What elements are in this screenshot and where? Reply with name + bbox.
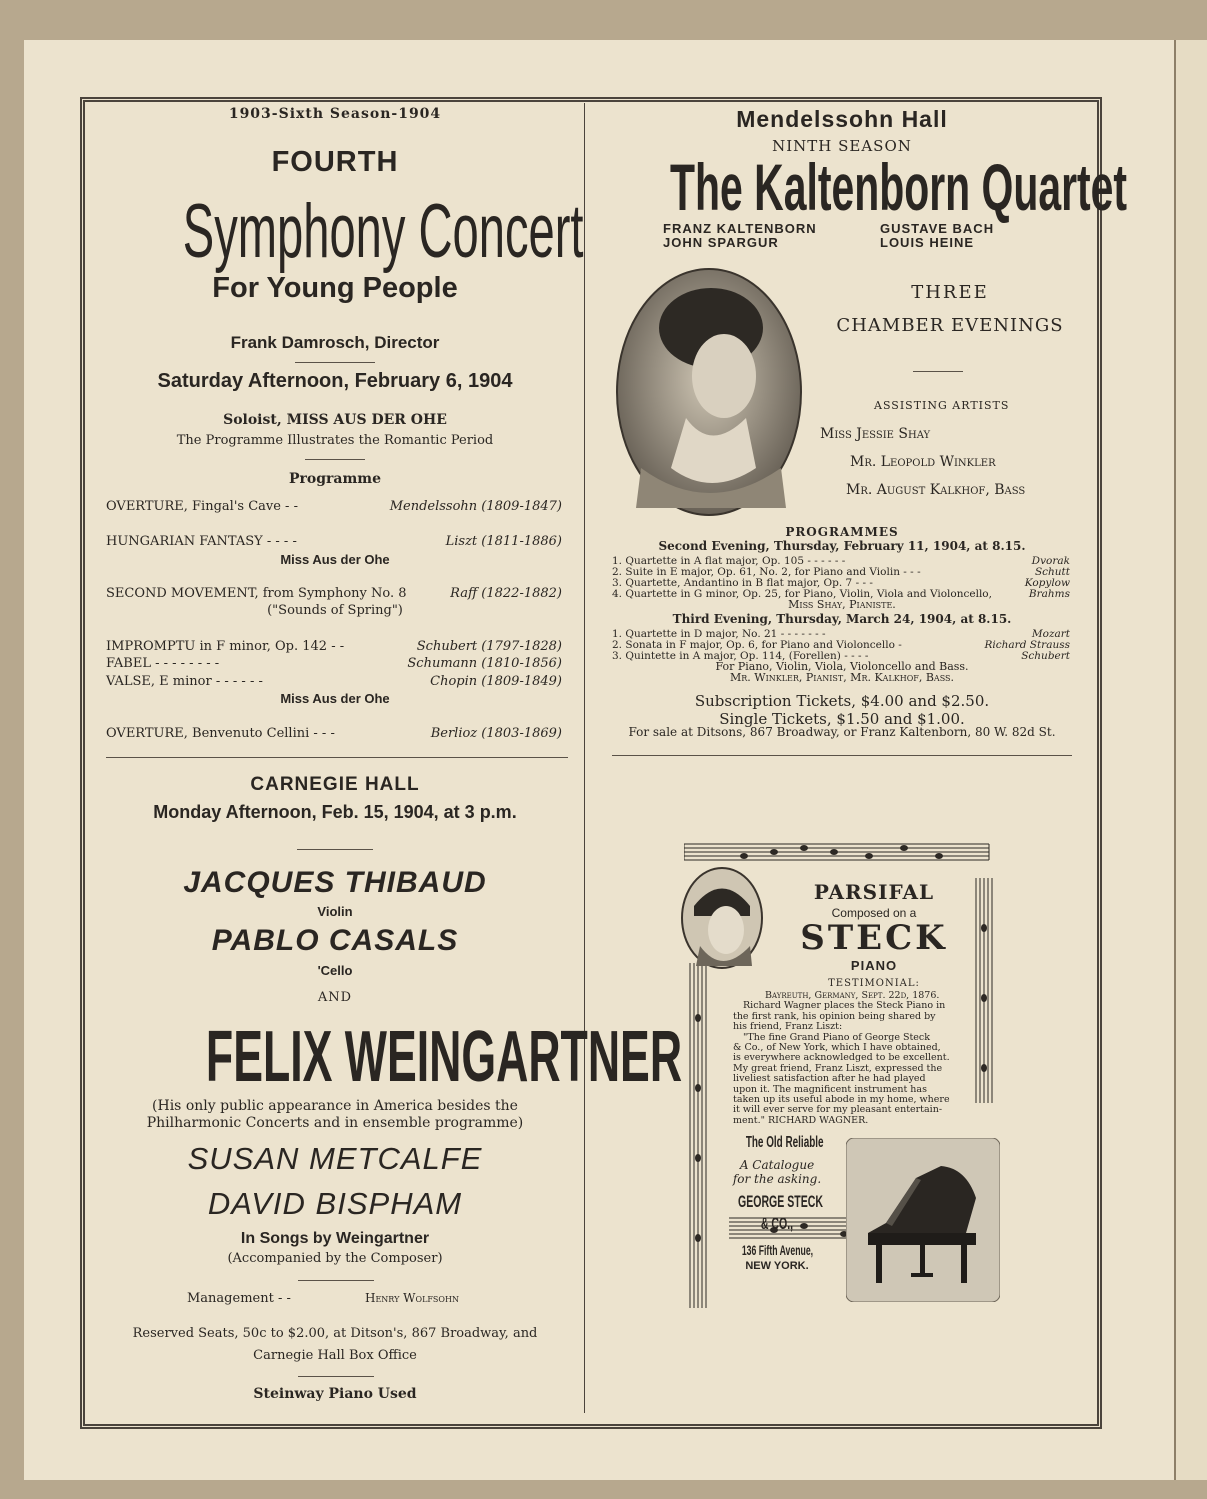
testimonial-line: is everywhere acknowledged to be excellent. bbox=[733, 1052, 950, 1064]
third-evening-heading: Third Evening, Thursday, March 24, 1904, at 8.15. bbox=[672, 612, 1012, 626]
carnegie-date: Monday Afternoon, Feb. 15, 1904, at 3 p.m. bbox=[153, 802, 517, 822]
programme-item bbox=[106, 674, 562, 689]
item-number: 1. bbox=[612, 628, 623, 640]
old-reliable-heading bbox=[722, 1132, 832, 1152]
testimonial-line: Bayreuth, Germany, Sept. 22d, 1876. bbox=[765, 990, 940, 1001]
testimonial-line: ment." RICHARD WAGNER. bbox=[733, 1114, 869, 1126]
testimonial-line: upon it. The magnificent instrument has bbox=[733, 1083, 927, 1095]
testimonial-line: taken up its useful abode in my home, where bbox=[733, 1094, 950, 1106]
parsifal-heading: PARSIFAL bbox=[813, 880, 935, 904]
member-name: JOHN SPARGUR bbox=[663, 235, 779, 250]
kaltenborn-quartet-text: The Kaltenborn Quartet bbox=[670, 150, 1128, 224]
artist-name: Mr. Leopold Winkler bbox=[850, 454, 996, 470]
rule bbox=[913, 371, 963, 372]
composer: Mozart bbox=[1031, 628, 1070, 640]
work-title: Sonata in F major, Op. 6, for Piano and Violoncello - bbox=[625, 639, 902, 651]
instrument-label: Violin bbox=[317, 904, 353, 919]
composer: Mendelssohn (1809-1847) bbox=[389, 499, 562, 514]
programme-item bbox=[106, 499, 562, 514]
item-number: 1. bbox=[612, 555, 623, 567]
column-divider bbox=[584, 103, 585, 1413]
company-name-text: GEORGE STECK bbox=[738, 1192, 823, 1211]
symphony-concert-heading bbox=[60, 190, 610, 273]
note-line: Philharmonic Concerts and in ensemble programme) bbox=[146, 1115, 524, 1131]
composer: Richard Strauss bbox=[984, 639, 1070, 651]
metcalfe-name: SUSAN METCALFE bbox=[187, 1141, 483, 1176]
portrait-photo bbox=[616, 268, 802, 516]
work-title: OVERTURE, Fingal's Cave - - bbox=[106, 499, 298, 514]
kaltenborn-quartet-heading bbox=[530, 152, 1154, 222]
chamber-evenings-label: CHAMBER EVENINGS bbox=[836, 315, 1064, 336]
work-title: HUNGARIAN FANTASY - - - - bbox=[106, 534, 297, 549]
work-title: FABEL - - - - - - - - bbox=[106, 656, 220, 671]
section-divider bbox=[106, 757, 568, 758]
item-number: 2. bbox=[612, 639, 623, 651]
performers-line: Mr. Winkler, Pianist, Mr. Kalkhof, Bass. bbox=[729, 671, 955, 684]
sale-info: For sale at Ditsons, 867 Broadway, or Franz Kaltenborn, 80 W. 82d St. bbox=[628, 725, 1056, 739]
item-number: 3. bbox=[612, 577, 623, 589]
songs-line: In Songs by Weingartner bbox=[240, 1230, 430, 1247]
work-title: OVERTURE, Benvenuto Cellini - - - bbox=[106, 726, 335, 741]
item-number: 3. bbox=[612, 650, 623, 662]
work-title: SECOND MOVEMENT, from Symphony No. 8 bbox=[106, 586, 407, 601]
testimonial-label: TESTIMONIAL: bbox=[828, 978, 920, 989]
member-name: FRANZ KALTENBORN bbox=[663, 221, 817, 236]
composer: Schutt bbox=[1034, 566, 1070, 578]
box-office-line: Carnegie Hall Box Office bbox=[253, 1348, 417, 1363]
rule bbox=[295, 362, 375, 363]
fourth-heading: FOURTH bbox=[271, 146, 399, 178]
pianiste-line: Miss Shay, Pianiste. bbox=[788, 598, 896, 611]
member-name: GUSTAVE BACH bbox=[880, 221, 995, 236]
weingartner-heading bbox=[60, 1017, 683, 1097]
composer: Schumann (1810-1856) bbox=[407, 656, 562, 671]
performer-line: Miss Aus der Ohe bbox=[280, 552, 390, 567]
three-label: THREE bbox=[911, 282, 989, 303]
address-city: NEW YORK. bbox=[745, 1260, 809, 1272]
rule bbox=[298, 1280, 374, 1281]
mendelssohn-hall-heading: Mendelssohn Hall bbox=[736, 106, 948, 132]
ninth-season: NINTH SEASON bbox=[772, 137, 912, 155]
appearance-note bbox=[100, 1098, 570, 1132]
work-title: Suite in E major, Op. 61, No. 2, for Piano and Violin - - - bbox=[625, 566, 921, 578]
carnegie-hall-heading: CARNEGIE HALL bbox=[250, 774, 420, 795]
composer: Schubert bbox=[1021, 650, 1070, 662]
single-tickets: Single Tickets, $1.50 and $1.00. bbox=[719, 710, 965, 728]
accompanied-line: (Accompanied by the Composer) bbox=[227, 1251, 443, 1266]
member-name: LOUIS HEINE bbox=[880, 235, 975, 250]
weingartner-text: FELIX WEINGARTNER bbox=[205, 1017, 683, 1097]
composer: Liszt (1811-1886) bbox=[445, 534, 562, 549]
programmes-label: PROGRAMMES bbox=[785, 525, 899, 539]
casals-name: PABLO CASALS bbox=[211, 924, 459, 957]
management-label: Management - - bbox=[187, 1291, 291, 1306]
testimonial-line: "The fine Grand Piano of George Steck bbox=[743, 1031, 931, 1043]
programme-item bbox=[106, 534, 562, 549]
composer: Dvorak bbox=[1031, 555, 1070, 567]
rule bbox=[297, 849, 373, 850]
and-label: AND bbox=[317, 990, 353, 1005]
testimonial-line: his friend, Franz Liszt: bbox=[733, 1021, 843, 1033]
season-line: 1903-Sixth Season-1904 bbox=[228, 106, 442, 122]
catalogue-line: for the asking. bbox=[732, 1172, 822, 1186]
programme-item bbox=[106, 586, 562, 601]
director-line: Frank Damrosch, Director bbox=[230, 333, 440, 352]
steinway-line: Steinway Piano Used bbox=[253, 1386, 417, 1402]
catalogue-line: A Catalogue bbox=[739, 1158, 815, 1172]
note-line: (His only public appearance in America besides the bbox=[152, 1098, 518, 1114]
steck-heading: STECK bbox=[800, 918, 948, 958]
artist-name: Miss Jessie Shay bbox=[820, 426, 931, 442]
reserved-seats-line: Reserved Seats, 50c to $2.00, at Ditson's, 867 Broadway, and bbox=[132, 1326, 538, 1341]
composer: Brahms bbox=[1028, 588, 1070, 600]
work-title: Quartette in A flat major, Op. 105 - - - - - - bbox=[625, 555, 846, 567]
composed-on-line: Composed on a bbox=[831, 906, 917, 920]
company-suffix bbox=[712, 1214, 842, 1234]
bispham-name: DAVID BISPHAM bbox=[207, 1186, 463, 1221]
company-name bbox=[712, 1192, 842, 1212]
item-number: 2. bbox=[612, 566, 623, 578]
grand-piano-image bbox=[846, 1138, 1000, 1302]
wagner-portrait bbox=[680, 866, 764, 970]
item-number: 4. bbox=[612, 588, 623, 600]
work-title: Quintette in A major, Op. 114, (Forellen) - - - - bbox=[625, 650, 869, 662]
composer: Raff (1822-1882) bbox=[450, 586, 562, 601]
young-people-heading: For Young People bbox=[212, 272, 458, 304]
programme-item bbox=[106, 639, 562, 654]
testimonial-line: it will ever serve for my pleasant entertain- bbox=[733, 1104, 943, 1116]
work-title: Quartette in G minor, Op. 25, for Piano, Violin, Viola and Violoncello, bbox=[625, 588, 992, 600]
composer: Chopin (1809-1849) bbox=[430, 674, 562, 689]
concert-date: Saturday Afternoon, February 6, 1904 bbox=[157, 370, 513, 392]
soloist-line: Soloist, MISS AUS DER OHE bbox=[223, 412, 447, 428]
testimonial-line: liveliest satisfaction after he had played bbox=[733, 1073, 926, 1085]
subtitle-line: ("Sounds of Spring") bbox=[267, 603, 403, 618]
testimonial-line: My great friend, Franz Liszt, expressed the bbox=[733, 1062, 943, 1074]
section-divider bbox=[612, 755, 1072, 756]
performer-line: Miss Aus der Ohe bbox=[280, 691, 390, 706]
testimonial-line: Richard Wagner places the Steck Piano in bbox=[743, 1000, 946, 1012]
rule bbox=[298, 1376, 374, 1377]
work-title: Quartette in D major, No. 21 - - - - - - - bbox=[625, 628, 826, 640]
composer: Berlioz (1803-1869) bbox=[430, 726, 562, 741]
period-line: The Programme Illustrates the Romantic Period bbox=[176, 433, 494, 448]
address-street-text: 136 Fifth Avenue, bbox=[741, 1242, 813, 1258]
rule bbox=[305, 459, 365, 460]
programme-label: Programme bbox=[288, 471, 381, 487]
work-title: Quartette, Andantino in B flat major, Op. 7 - - - bbox=[625, 577, 873, 589]
work-title: IMPROMPTU in F minor, Op. 142 - - bbox=[106, 639, 345, 654]
old-reliable-text: The Old Reliable bbox=[745, 1134, 824, 1151]
programme-item bbox=[106, 726, 562, 741]
instrument-label: 'Cello bbox=[317, 963, 353, 978]
company-suffix-text: & CO., bbox=[760, 1214, 794, 1233]
testimonial-text bbox=[733, 991, 973, 1126]
address-street bbox=[712, 1242, 842, 1259]
testimonial-line: & Co., of New York, which I have obtained, bbox=[733, 1042, 941, 1054]
testimonial-line: the first rank, his opinion being shared by bbox=[733, 1010, 936, 1022]
work-title: VALSE, E minor - - - - - - bbox=[106, 674, 263, 689]
second-evening-heading: Second Evening, Thursday, February 11, 1904, at 8.15. bbox=[658, 539, 1026, 553]
artist-name: Mr. August Kalkhof, Bass bbox=[846, 482, 1026, 498]
instrumentation-line: For Piano, Violin, Viola, Violoncello and Bass. bbox=[715, 660, 969, 673]
piano-label: PIANO bbox=[850, 958, 898, 973]
composer: Kopylow bbox=[1024, 577, 1070, 589]
thibaud-name: JACQUES THIBAUD bbox=[183, 866, 487, 899]
subscription-tickets: Subscription Tickets, $4.00 and $2.50. bbox=[694, 692, 990, 710]
symphony-concert-text: Symphony Concert bbox=[182, 189, 584, 274]
composer: Schubert (1797-1828) bbox=[416, 639, 562, 654]
management-name: Henry Wolfsohn bbox=[365, 1291, 459, 1305]
next-page-edge bbox=[1174, 40, 1207, 1480]
assisting-artists-label: ASSISTING ARTISTS bbox=[874, 399, 1010, 412]
programme-item bbox=[106, 656, 562, 671]
